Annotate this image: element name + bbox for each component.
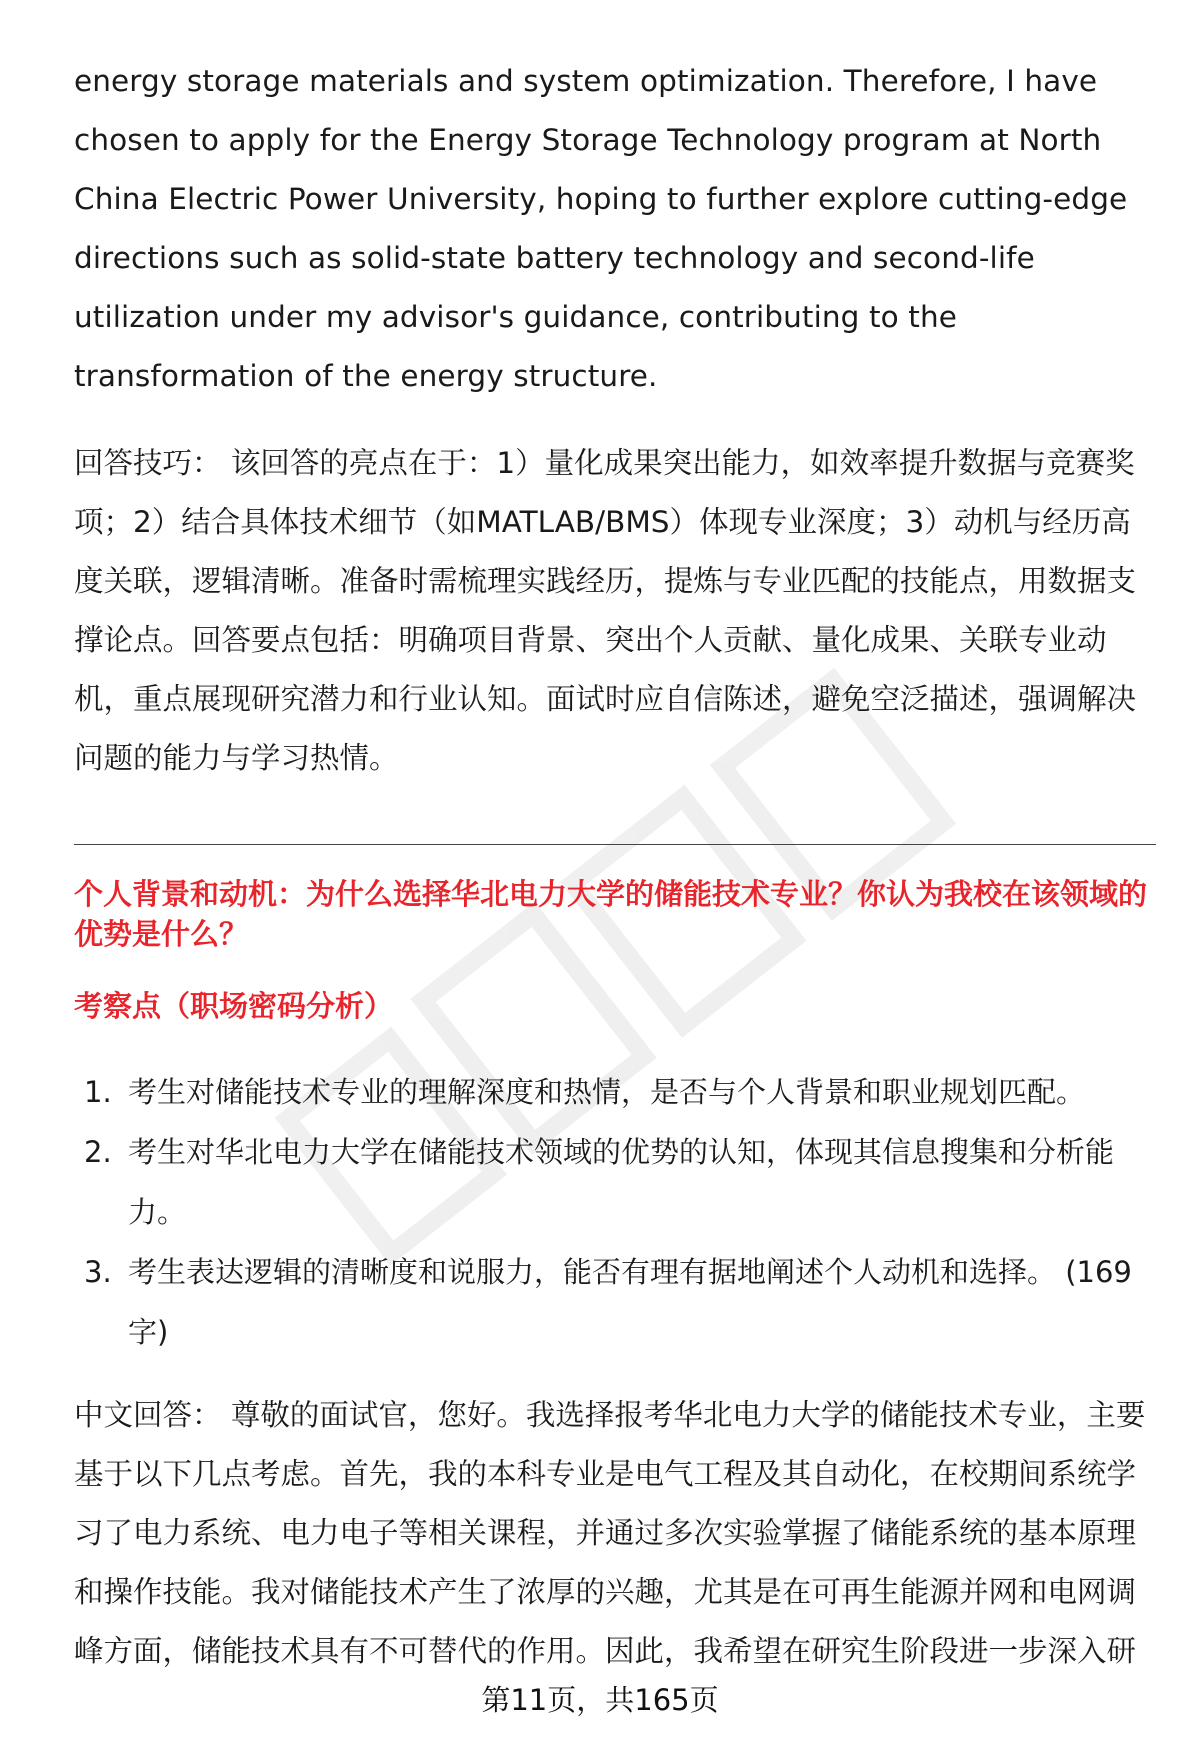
list-number: 1. [84, 1075, 112, 1109]
list-number: 2. [84, 1135, 112, 1169]
page-footer: 第11页，共165页 [481, 1683, 719, 1717]
answer-section [74, 1386, 1156, 1681]
list-number: 3. [84, 1255, 112, 1289]
list-text: 考生对华北电力大学在储能技术领域的优势的认知，体现其信息搜集和分析能力。 [128, 1135, 1115, 1229]
section-title: 考察点（职场密码分析） [74, 989, 394, 1023]
list-text: 考生对储能技术专业的理解深度和热情，是否与个人背景和职业规划匹配。 [128, 1075, 1086, 1109]
page-body [74, 52, 1154, 788]
tips-paragraph: 回答技巧： 该回答的亮点在于：1）量化成果突出能力，如效率提升数据与竞赛奖项；2）结合具体技术细节（如MATLAB/BMS）体现专业深度；3）动机与经历高度关联，逻辑清晰。准备时需梳理实践经历，提炼与专业匹配的技能点，用数据支撑论点。回答要点包括：明确项目背景、突出个人贡献、量化成果、关联专业动机，重点展现研究潜力和行业认知。面试时应自信陈述，避免空泛描述，强调解决问题的能力与学习热情。 [74, 446, 1137, 775]
list-item [74, 1062, 1156, 1122]
list-text: 考生表达逻辑的清晰度和说服力，能否有理有据地阐述个人动机和选择。 (169字) [128, 1255, 1132, 1349]
list-item [74, 1122, 1156, 1242]
section-divider [74, 844, 1156, 845]
intro-paragraph: energy storage materials and system optimization. Therefore, I have chosen to apply for the Energy Storage Technology program at North China Electric Power University, hoping to further explore cutting-edge directions such as solid-state battery technology and second-life utilization under my advisor's guidance, contributing to the transformation of the energy structure. [74, 64, 1128, 393]
points-list [74, 1062, 1156, 1362]
list-item [74, 1242, 1156, 1362]
question-title: 个人背景和动机：为什么选择华北电力大学的储能技术专业？你认为我校在该领域的优势是什么？ [74, 877, 1148, 951]
answer-paragraph: 中文回答： 尊敬的面试官，您好。我选择报考华北电力大学的储能技术专业，主要基于以下几点考虑。首先，我的本科专业是电气工程及其自动化，在校期间系统学习了电力系统、电力电子等相关课程，并通过多次实验掌握了储能系统的基本原理和操作技能。我对储能技术产生了浓厚的兴趣，尤其是在可再生能源并网和电网调峰方面，储能技术具有不可替代的作用。因此，我希望在研究生阶段进一步深入研 [74, 1398, 1146, 1668]
